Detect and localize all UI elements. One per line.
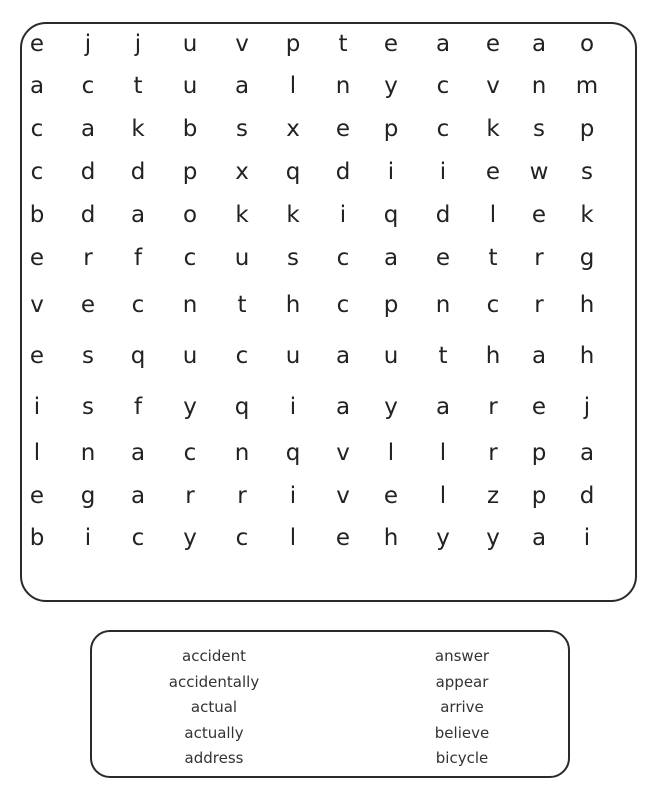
grid-letter: i xyxy=(387,159,395,185)
grid-letter: d xyxy=(335,159,351,185)
grid-letter: y xyxy=(183,525,197,551)
grid-row xyxy=(22,336,635,376)
grid-letter: p xyxy=(383,116,399,142)
grid-letter: t xyxy=(438,343,448,369)
grid-letter: e xyxy=(29,31,45,57)
grid-letter: p xyxy=(285,31,301,57)
grid-letter: t xyxy=(133,73,143,99)
grid-row xyxy=(22,195,635,235)
grid-letter: h xyxy=(485,343,501,369)
grid-letter: r xyxy=(488,394,498,420)
grid-letter: e xyxy=(383,31,399,57)
grid-letter: n xyxy=(335,73,351,99)
grid-letter: c xyxy=(183,245,197,271)
grid-letter: e xyxy=(485,31,501,57)
grid-letter: e xyxy=(531,202,547,228)
grid-letter: e xyxy=(485,159,501,185)
grid-letter: l xyxy=(489,202,497,228)
word-list-left-column xyxy=(134,644,294,772)
grid-letter: h xyxy=(579,292,595,318)
grid-letter: a xyxy=(80,116,96,142)
word-list-item: accidentally xyxy=(168,672,260,691)
grid-letter: k xyxy=(131,116,145,142)
grid-letter: u xyxy=(234,245,250,271)
grid-letter: e xyxy=(335,525,351,551)
grid-letter: s xyxy=(82,394,94,420)
grid-letter: u xyxy=(285,343,301,369)
grid-letter: v xyxy=(30,292,44,318)
grid-letter: s xyxy=(82,343,94,369)
grid-letter: i xyxy=(84,525,92,551)
grid-letter: n xyxy=(182,292,198,318)
grid-letter: c xyxy=(30,116,44,142)
grid-letter: a xyxy=(130,483,146,509)
grid-letter: q xyxy=(285,440,301,466)
grid-letter: e xyxy=(435,245,451,271)
grid-letter: s xyxy=(581,159,593,185)
grid-letter: y xyxy=(486,525,500,551)
grid-letter: c xyxy=(436,73,450,99)
grid-letter: a xyxy=(335,394,351,420)
grid-letter: s xyxy=(287,245,299,271)
grid-letter: y xyxy=(384,73,398,99)
grid-letter: n xyxy=(80,440,96,466)
grid-letter: i xyxy=(583,525,591,551)
grid-row xyxy=(22,152,635,192)
grid-letter: q xyxy=(383,202,399,228)
grid-letter: r xyxy=(237,483,247,509)
grid-letter: i xyxy=(339,202,347,228)
grid-letter: c xyxy=(486,292,500,318)
grid-letter: v xyxy=(336,483,350,509)
grid-letter: o xyxy=(579,31,595,57)
grid-letter: c xyxy=(183,440,197,466)
grid-letter: h xyxy=(383,525,399,551)
grid-letter: y xyxy=(183,394,197,420)
grid-letter: p xyxy=(531,483,547,509)
grid-letter: a xyxy=(435,394,451,420)
word-list-item: accident xyxy=(182,647,246,665)
grid-letter: q xyxy=(285,159,301,185)
grid-letter: t xyxy=(237,292,247,318)
grid-letter: a xyxy=(531,525,547,551)
grid-letter: r xyxy=(185,483,195,509)
grid-letter: k xyxy=(286,202,300,228)
grid-letter: a xyxy=(383,245,399,271)
grid-letter: r xyxy=(488,440,498,466)
word-list-item: actual xyxy=(190,698,238,716)
grid-letter: e xyxy=(29,245,45,271)
word-list-right-column xyxy=(382,644,542,772)
grid-letter: a xyxy=(531,31,547,57)
grid-letter: r xyxy=(534,292,544,318)
grid-letter: b xyxy=(29,202,45,228)
grid-letter: e xyxy=(80,292,96,318)
grid-letter: u xyxy=(182,73,198,99)
grid-letter: c xyxy=(131,292,145,318)
grid-letter: c xyxy=(81,73,95,99)
word-list-item: address xyxy=(184,749,244,767)
grid-letter: p xyxy=(383,292,399,318)
grid-letter: o xyxy=(182,202,198,228)
grid-letter: v xyxy=(336,440,350,466)
grid-letter: d xyxy=(435,202,451,228)
grid-letter: c xyxy=(235,343,249,369)
word-list-item: arrive xyxy=(440,698,484,716)
grid-letter: k xyxy=(486,116,500,142)
grid-row xyxy=(22,476,635,516)
grid-letter: v xyxy=(235,31,249,57)
grid-letter: i xyxy=(289,394,297,420)
grid-letter: j xyxy=(134,31,142,57)
grid-letter: n xyxy=(435,292,451,318)
grid-letter: p xyxy=(182,159,198,185)
letter-grid xyxy=(20,22,637,602)
grid-row xyxy=(22,66,635,106)
grid-letter: h xyxy=(285,292,301,318)
word-list-box xyxy=(90,630,570,778)
grid-letter: g xyxy=(579,245,595,271)
grid-letter: q xyxy=(234,394,250,420)
grid-letter: t xyxy=(338,31,348,57)
grid-letter: k xyxy=(580,202,594,228)
grid-row xyxy=(22,285,635,325)
grid-letter: l xyxy=(387,440,395,466)
grid-letter: e xyxy=(29,483,45,509)
grid-letter: a xyxy=(234,73,250,99)
grid-row xyxy=(22,109,635,149)
grid-row xyxy=(22,24,635,64)
grid-letter: e xyxy=(383,483,399,509)
grid-letter: j xyxy=(84,31,92,57)
grid-letter: m xyxy=(575,73,599,99)
grid-letter: h xyxy=(579,343,595,369)
grid-letter: x xyxy=(286,116,300,142)
grid-letter: z xyxy=(486,483,500,509)
grid-letter: b xyxy=(29,525,45,551)
grid-letter: n xyxy=(234,440,250,466)
grid-letter: g xyxy=(80,483,96,509)
grid-letter: a xyxy=(335,343,351,369)
grid-letter: c xyxy=(436,116,450,142)
grid-letter: f xyxy=(133,245,143,271)
grid-letter: y xyxy=(436,525,450,551)
grid-letter: a xyxy=(130,202,146,228)
grid-row xyxy=(22,238,635,278)
grid-letter: i xyxy=(439,159,447,185)
grid-letter: l xyxy=(289,525,297,551)
grid-letter: d xyxy=(80,159,96,185)
grid-letter: r xyxy=(534,245,544,271)
grid-letter: u xyxy=(383,343,399,369)
grid-letter: c xyxy=(30,159,44,185)
grid-letter: c xyxy=(336,292,350,318)
word-list-item: actually xyxy=(184,723,244,742)
grid-letter: q xyxy=(130,343,146,369)
grid-letter: y xyxy=(384,394,398,420)
grid-letter: d xyxy=(130,159,146,185)
grid-letter: a xyxy=(29,73,45,99)
grid-letter: d xyxy=(579,483,595,509)
word-list-item: believe xyxy=(434,723,490,742)
grid-row xyxy=(22,518,635,558)
grid-letter: a xyxy=(435,31,451,57)
word-list-item: answer xyxy=(434,647,490,665)
grid-letter: i xyxy=(289,483,297,509)
grid-letter: u xyxy=(182,31,198,57)
grid-letter: c xyxy=(235,525,249,551)
grid-letter: l xyxy=(439,440,447,466)
grid-letter: e xyxy=(531,394,547,420)
grid-letter: u xyxy=(182,343,198,369)
grid-letter: k xyxy=(235,202,249,228)
word-list-item: appear xyxy=(435,672,489,691)
grid-letter: p xyxy=(579,116,595,142)
grid-letter: a xyxy=(531,343,547,369)
grid-letter: e xyxy=(29,343,45,369)
word-list-item: bicycle xyxy=(435,749,489,767)
grid-letter: d xyxy=(80,202,96,228)
grid-letter: f xyxy=(133,394,143,420)
grid-letter: l xyxy=(439,483,447,509)
grid-letter: w xyxy=(529,159,549,185)
grid-letter: l xyxy=(289,73,297,99)
grid-letter: l xyxy=(33,440,41,466)
grid-row xyxy=(22,387,635,427)
grid-letter: n xyxy=(531,73,547,99)
grid-letter: a xyxy=(579,440,595,466)
grid-letter: r xyxy=(83,245,93,271)
grid-letter: c xyxy=(336,245,350,271)
grid-letter: v xyxy=(486,73,500,99)
grid-letter: b xyxy=(182,116,198,142)
grid-letter: i xyxy=(33,394,41,420)
grid-letter: e xyxy=(335,116,351,142)
grid-letter: s xyxy=(533,116,545,142)
grid-letter: j xyxy=(583,394,591,420)
grid-letter: x xyxy=(235,159,249,185)
grid-letter: p xyxy=(531,440,547,466)
grid-letter: a xyxy=(130,440,146,466)
grid-row xyxy=(22,433,635,473)
grid-letter: s xyxy=(236,116,248,142)
grid-letter: c xyxy=(131,525,145,551)
grid-letter: t xyxy=(488,245,498,271)
